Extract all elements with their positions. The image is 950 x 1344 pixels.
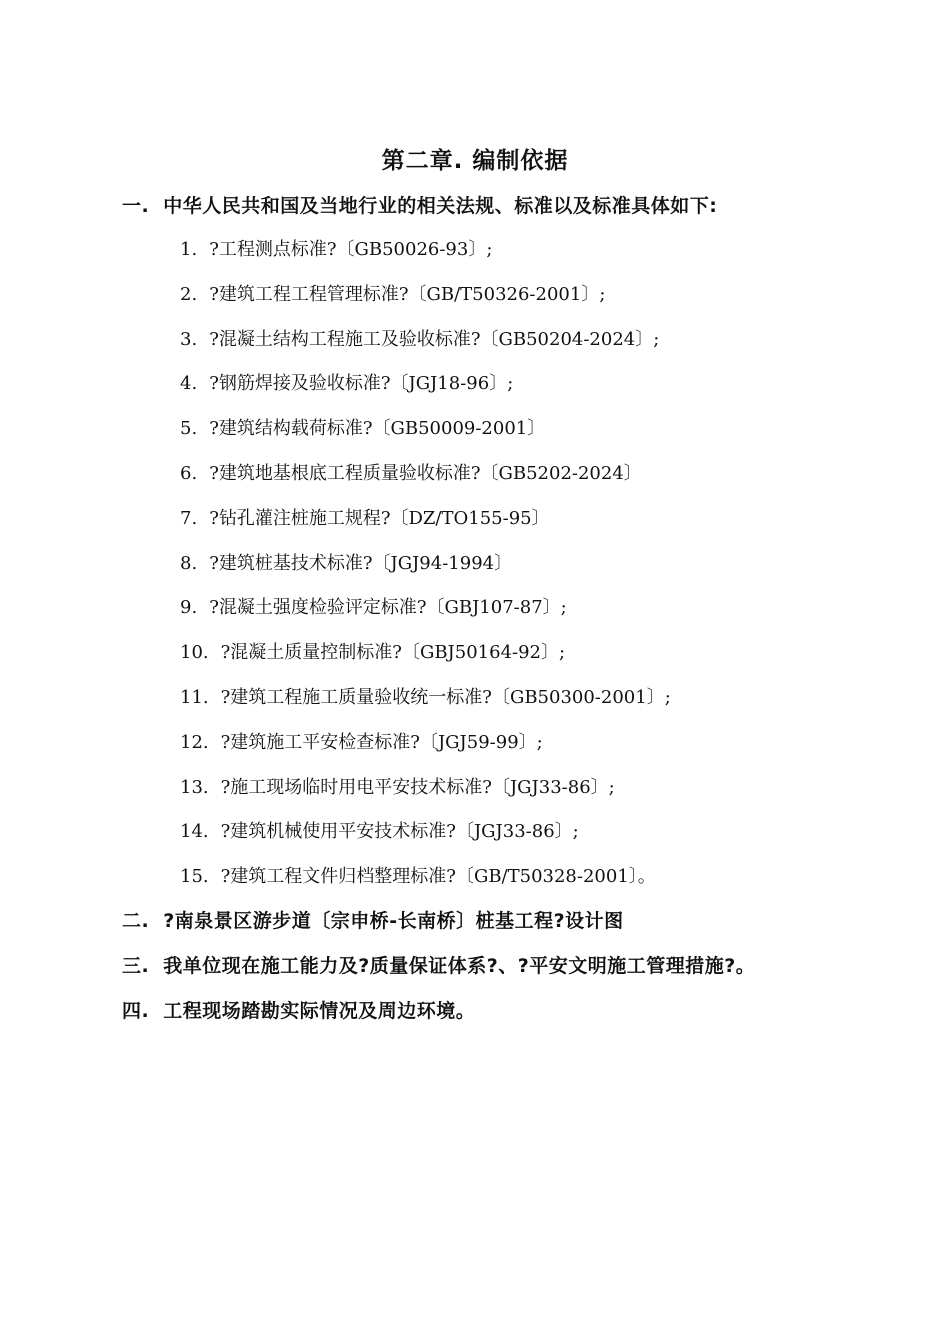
list-item-text: ?钻孔灌注桩施工规程?〔DZ/TO155-95〕 bbox=[209, 507, 550, 529]
list-item-text: ?建筑工程文件归档整理标准?〔GB/T50328-2001〕。 bbox=[220, 866, 656, 888]
list-item-text: ?建筑工程施工质量验收统一标准?〔GB50300-2001〕; bbox=[220, 686, 671, 708]
list-item bbox=[180, 233, 671, 278]
section-number: 二. bbox=[122, 910, 150, 932]
list-item-text: ?建筑桩基技术标准?〔JGJ94-1994〕 bbox=[209, 552, 513, 574]
section-number: 四. bbox=[122, 1000, 150, 1022]
chapter-title: 第二章. 编制依据 bbox=[381, 148, 569, 174]
list-item-number: 6. bbox=[180, 462, 198, 484]
list-item-number: 10. bbox=[180, 642, 209, 664]
list-item-text: ?施工现场临时用电平安技术标准?〔JGJ33-86〕; bbox=[220, 776, 615, 798]
list-item-text: ?建筑施工平安检查标准?〔JGJ59-99〕; bbox=[220, 731, 543, 753]
list-item bbox=[180, 771, 671, 816]
list-item-number: 15. bbox=[180, 866, 209, 888]
standards-list bbox=[180, 233, 671, 905]
list-item-number: 5. bbox=[180, 418, 198, 440]
list-item bbox=[180, 681, 671, 726]
list-item-number: 14. bbox=[180, 821, 209, 843]
list-item-text: ?混凝土结构工程施工及验收标准?〔GB50204-2024〕; bbox=[209, 328, 660, 350]
list-item-number: 7. bbox=[180, 507, 198, 529]
list-item bbox=[180, 457, 671, 502]
list-item-text: ?钢筋焊接及验收标准?〔JGJ18-96〕; bbox=[209, 373, 514, 395]
section-text: 我单位现在施工能力及?质量保证体系?、?平安文明施工管理措施?。 bbox=[163, 955, 756, 977]
section-number: 一. bbox=[122, 195, 150, 217]
list-item bbox=[180, 502, 671, 547]
list-item bbox=[180, 591, 671, 636]
list-item bbox=[180, 815, 671, 860]
list-item-text: ?工程测点标准?〔GB50026-93〕; bbox=[209, 239, 493, 260]
list-item bbox=[180, 323, 671, 368]
list-item-text: ?建筑工程工程管理标准?〔GB/T50326-2001〕; bbox=[209, 283, 606, 305]
list-item-number: 1. bbox=[180, 239, 198, 260]
list-item-text: ?混凝土质量控制标准?〔GBJ50164-92〕; bbox=[220, 642, 566, 664]
list-item-number: 12. bbox=[180, 731, 209, 753]
list-item-number: 11. bbox=[180, 686, 209, 708]
list-item-number: 13. bbox=[180, 776, 209, 798]
list-item bbox=[180, 860, 671, 905]
list-item bbox=[180, 278, 671, 323]
list-item-text: ?混凝土强度检验评定标准?〔GBJ107-87〕; bbox=[209, 597, 567, 619]
section-heading-1 bbox=[122, 191, 717, 218]
section-text: ?南泉景区游步道〔宗申桥-长南桥〕桩基工程?设计图 bbox=[163, 910, 624, 932]
section-text: 工程现场踏勘实际情况及周边环境。 bbox=[163, 1000, 476, 1022]
list-item-text: ?建筑地基根底工程质量验收标准?〔GB5202-2024〕 bbox=[209, 462, 642, 484]
list-item bbox=[180, 636, 671, 681]
section-number: 三. bbox=[122, 955, 150, 977]
list-item-number: 9. bbox=[180, 597, 198, 619]
list-item-number: 4. bbox=[180, 373, 198, 395]
list-item-number: 3. bbox=[180, 328, 198, 350]
section-heading-4 bbox=[122, 996, 475, 1023]
list-item bbox=[180, 367, 671, 412]
list-item-number: 8. bbox=[180, 552, 198, 574]
list-item bbox=[180, 547, 671, 592]
section-text: 中华人民共和国及当地行业的相关法规、标准以及标准具体如下: bbox=[163, 195, 718, 217]
list-item-number: 2. bbox=[180, 283, 198, 305]
list-item-text: ?建筑结构载荷标准?〔GB50009-2001〕 bbox=[209, 418, 546, 440]
section-heading-3 bbox=[122, 951, 755, 978]
section-heading-2 bbox=[122, 906, 624, 933]
list-item bbox=[180, 726, 671, 771]
list-item bbox=[180, 412, 671, 457]
list-item-text: ?建筑机械使用平安技术标准?〔JGJ33-86〕; bbox=[220, 821, 579, 843]
